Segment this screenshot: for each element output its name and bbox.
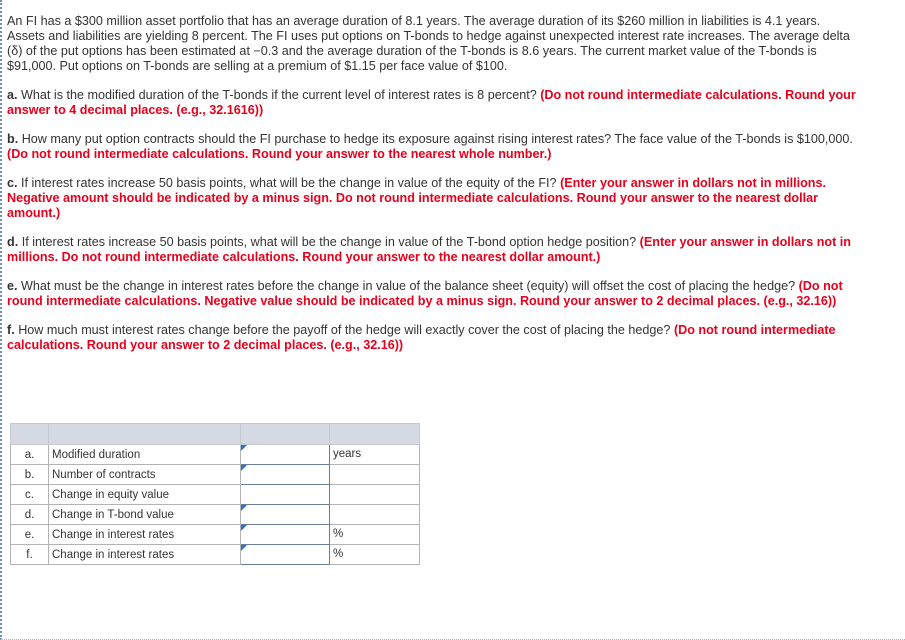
question-letter: d. [7,235,19,249]
row-label: Change in T-bond value [49,505,241,525]
table-row [11,545,420,565]
question-e [7,279,857,309]
input-marker-icon [241,525,247,531]
row-unit: years [333,448,362,460]
question-letter: b. [7,132,19,146]
change-in-tbond-value-input[interactable] [241,506,329,524]
question-letter: c. [7,176,18,190]
question-text: If interest rates increase 50 basis points, what will be the change in value of the equity of the FI? [17,176,561,190]
question-instruction: (Do not round intermediate calculations. Round your answer to the nearest whole number.) [7,147,552,161]
problem-intro: An FI has a $300 million asset portfolio that has an average duration of 8.1 years. The average duration of its $260 million in liabilities is 4.1 years. Assets and liabilities are yielding 8 percent. The FI uses put options on T-bonds to hedge against unexpected interest rate increases. The average delta (δ) of the put options has been estimated at −0.3 and the average duration of the T-bonds is 8.6 years. The current market value of the T-bonds is $91,000. Put options on T-bonds are selling at a premium of $1.15 per face value of $100. [7,14,850,73]
modified-duration-input[interactable] [241,446,329,464]
question-letter: a. [7,88,18,102]
row-label: Change in equity value [49,485,241,505]
question-f [7,323,857,353]
question-instruction: (Do not round intermediate calculations. Round your answer to 2 decimal places. (e.g., 32.16)) [7,323,836,352]
question-c [7,176,857,221]
row-letter: a. [11,445,49,465]
question-letter: f. [7,323,15,337]
question-a [7,88,857,118]
question-text: What is the modified duration of the T-bonds if the current level of interest rates is 8 percent? [17,88,541,102]
row-label: Change in interest rates [49,525,241,545]
input-marker-icon [241,465,247,471]
question-letter: e. [7,279,18,293]
change-in-interest-rates-input-f[interactable] [241,546,329,564]
row-label: Modified duration [49,445,241,465]
row-letter: d. [11,505,49,525]
change-in-equity-value-input[interactable] [241,486,329,504]
row-letter: b. [11,465,49,485]
question-text: What must be the change in interest rates before the change in value of the balance sheet (equity) will offset the cost of placing the hedge? [17,279,799,293]
row-unit: % [333,548,344,560]
number-of-contracts-input[interactable] [241,466,329,484]
answer-table-header [11,424,420,445]
question-d [7,235,857,265]
table-row [11,465,420,485]
question-instruction: (Do not round intermediate calculations. Negative value should be indicated by a minus sign. Round your answer to 2 decimal places. (e.g., 32.16)) [7,279,843,308]
change-in-interest-rates-input-e[interactable] [241,526,329,544]
row-unit: % [333,528,344,540]
question-instruction: (Enter your answer in dollars not in millions. Negative amount should be indicated by a minus sign. Do not round intermediate calculations. Round your answer to the nearest dollar amount.) [7,176,826,220]
question-b [7,132,857,162]
row-letter: f. [11,545,49,565]
input-marker-icon [241,445,247,451]
question-text: How much must interest rates change before the payoff of the hedge will exactly cover the cost of placing the hedge? [14,323,674,337]
question-text: How many put option contracts should the FI purchase to hedge its exposure against rising interest rates? The face value of the T-bonds is $100,000. [18,132,853,146]
table-row [11,485,420,505]
question-content [7,14,857,367]
input-marker-icon [241,545,247,551]
question-text: If interest rates increase 50 basis points, what will be the change in value of the T-bond option hedge position? [18,235,640,249]
input-marker-icon [241,505,247,511]
table-row [11,505,420,525]
row-letter: e. [11,525,49,545]
answer-table [10,423,420,565]
table-row [11,525,420,545]
row-label: Change in interest rates [49,545,241,565]
row-label: Number of contracts [49,465,241,485]
row-letter: c. [11,485,49,505]
question-instruction: (Do not round intermediate calculations. Round your answer to 4 decimal places. (e.g., 32.1616)) [7,88,856,117]
question-instruction: (Enter your answer in dollars not in millions. Do not round intermediate calculations. Round your answer to the nearest dollar amount.) [7,235,851,264]
table-row [11,445,420,465]
